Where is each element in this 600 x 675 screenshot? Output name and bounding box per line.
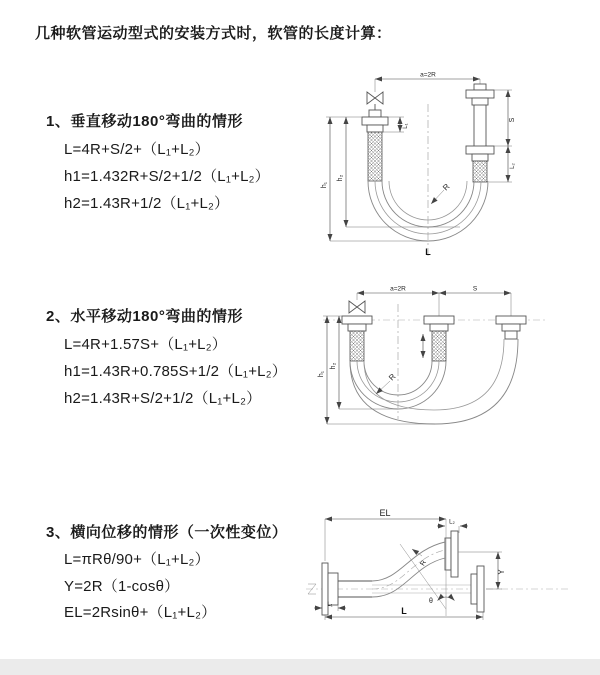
dim-label-h2: h₂ — [337, 174, 344, 182]
section-1-formula-L: L=4R+S/2+（L₁+L₂） — [64, 141, 210, 158]
braided-hose-section — [473, 161, 487, 182]
dim-label-l1: L₁ — [327, 602, 333, 608]
dim-label-h1: h₁ — [318, 370, 325, 378]
dim-label-length: L — [401, 606, 407, 616]
section-2-formula-h2: h2=1.43R+S/2+1/2（L₁+L₂） — [64, 390, 262, 407]
angle-theta — [429, 597, 454, 605]
dim-label-h1: h₁ — [321, 181, 328, 189]
middle-hose-fitting — [424, 316, 454, 361]
section-1-formula-h1: h1=1.432R+S/2+1/2（L₁+L₂） — [64, 168, 270, 185]
dim-label-l2: L₂ — [449, 519, 455, 526]
dimension-el — [325, 508, 446, 561]
section-3-formula-L: L=πRθ/90+（L₁+L₂） — [64, 551, 210, 568]
dim-label-l1: L₁ — [403, 123, 409, 129]
dim-label-y: Y — [497, 569, 506, 575]
dim-label-s: S — [509, 117, 516, 123]
dimension-l1 — [314, 602, 346, 611]
dim-label-el: EL — [379, 508, 391, 518]
braided-hose-section — [368, 132, 382, 181]
radius-callout — [431, 182, 452, 204]
braided-hose-section — [350, 331, 364, 361]
dimension-h2 — [337, 117, 460, 227]
dimension-span — [357, 286, 511, 317]
right-hose-fitting — [466, 84, 494, 182]
left-hose-fitting — [342, 316, 372, 361]
section-3-formula-EL: EL=2Rsinθ+（L₁+L₂） — [64, 604, 217, 621]
left-hose-fitting — [362, 110, 388, 181]
dim-label-l2: L₂ — [510, 163, 516, 169]
dimension-length — [325, 606, 483, 620]
dim-label-r: R — [441, 182, 452, 193]
diagram-vertical-180-bend — [312, 70, 547, 260]
section-2-formula-h1: h1=1.43R+0.785S+1/2（L₁+L₂） — [64, 363, 287, 380]
dim-label-length: L — [425, 247, 431, 257]
radius-callout — [376, 372, 398, 394]
page-title: 几种软管运动型式的安装方式时，软管的长度计算： — [35, 25, 392, 42]
section-3-heading: 3、横向位移的情形（一次性变位） — [46, 524, 288, 541]
dim-label-s: S — [472, 285, 478, 293]
right-hose-fitting — [496, 316, 526, 339]
dim-label-r: R — [419, 559, 428, 568]
page-bottom-edge — [0, 659, 600, 675]
dim-label-theta: θ — [429, 598, 433, 605]
right-flange-original — [471, 566, 484, 612]
diagram-horizontal-180-bend — [315, 284, 553, 456]
dim-label-span: a=2R — [390, 285, 406, 293]
dim-label-r: R — [387, 372, 398, 383]
valve-icon — [367, 92, 383, 110]
section-2-heading: 2、水平移动180°弯曲的情形 — [46, 308, 243, 325]
valve-icon — [349, 301, 365, 313]
braided-hose-section — [432, 331, 446, 361]
section-1-formula-h2: h2=1.43R+1/2（L₁+L₂） — [64, 195, 230, 212]
section-1-heading: 1、垂直移动180°弯曲的情形 — [46, 113, 243, 130]
dimension-span — [375, 72, 480, 93]
dimension-s — [494, 90, 516, 146]
dim-label-span: a=2R — [420, 71, 436, 79]
diagram-lateral-displacement — [300, 506, 582, 651]
section-2-formula-L: L=4R+1.57S+（L₁+L₂） — [64, 336, 227, 353]
right-flange-displaced — [445, 531, 458, 577]
dim-label-h2: h₂ — [330, 362, 337, 370]
section-3-formula-Y: Y=2R（1-cosθ） — [64, 578, 180, 595]
